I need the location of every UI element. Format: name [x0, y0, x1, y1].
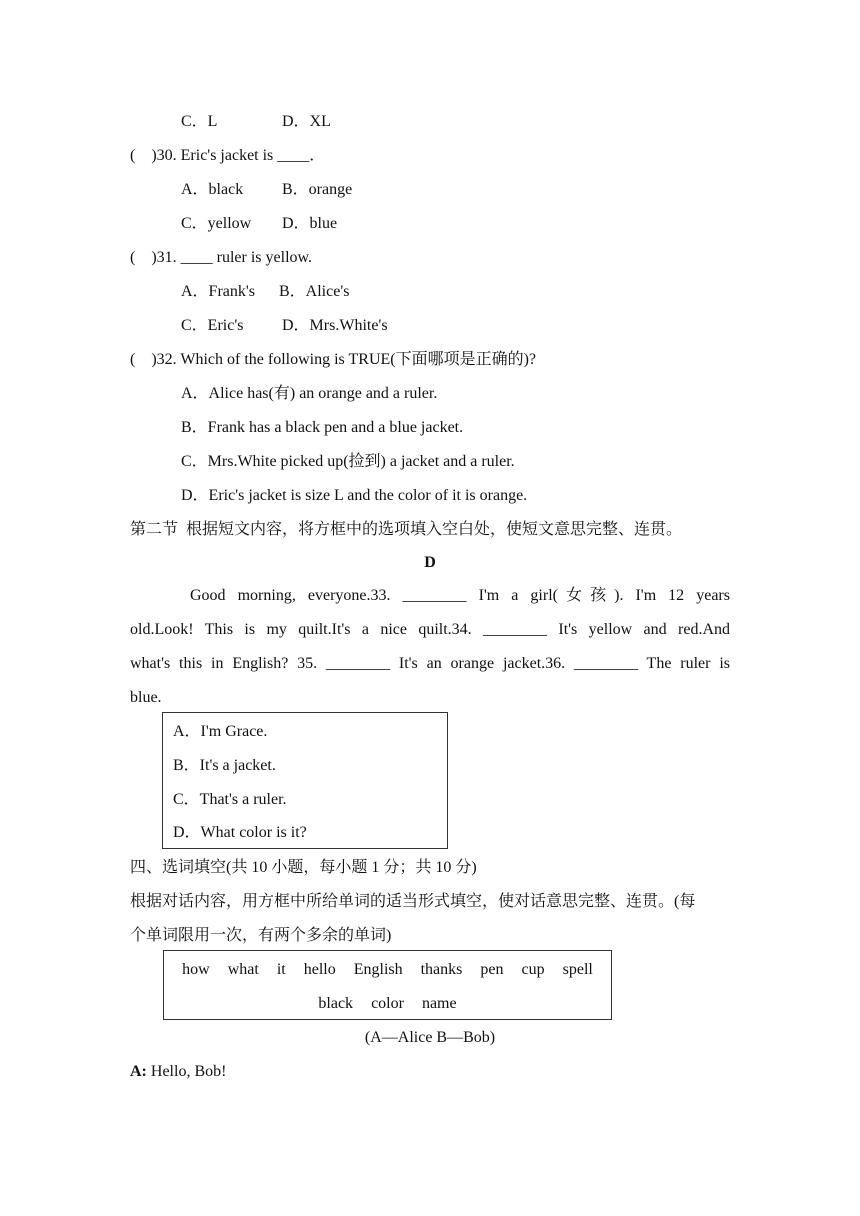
section4-instruction-2: 个单词限用一次，有两个多余的单词) [130, 927, 392, 944]
q30-option-d: D．blue [282, 215, 338, 232]
q30-option-b: B．orange [282, 181, 353, 198]
box-option-c: C．That's a ruler. [173, 791, 287, 808]
box-option-d: D．What color is it? [173, 824, 307, 841]
q31-option-a: A．Frank's [181, 283, 255, 300]
word-pen: pen [480, 961, 504, 978]
word-english: English [353, 961, 403, 978]
dialog-line-1 [130, 1062, 226, 1082]
word-bank-row-2 [164, 994, 611, 1014]
q32-option-d: D．Eric's jacket is size L and the color of it is orange. [181, 487, 528, 504]
q29-option-c: C．L [181, 113, 218, 130]
box-option-a: A．I'm Grace. [173, 723, 268, 740]
word-color: color [371, 995, 404, 1012]
word-black: black [318, 995, 354, 1012]
q32-option-b: B．Frank has a black pen and a blue jacket. [181, 419, 464, 436]
word-it: it [276, 961, 286, 978]
word-spell: spell [562, 961, 593, 978]
options-box [162, 712, 448, 849]
box-option-b: B．It's a jacket. [173, 757, 276, 774]
speaker-a: A: [130, 1063, 147, 1080]
q31-option-d: D．Mrs.White's [282, 317, 388, 334]
q29-option-d: D．XL [282, 113, 331, 130]
q31-option-c: C．Eric's [181, 317, 244, 334]
word-how: how [182, 961, 210, 978]
passage-line-2: old.Look! This is my quilt.It's a nice quilt.34. ________ It's yellow and red.And [130, 621, 730, 638]
word-thanks: thanks [420, 961, 463, 978]
word-hello: hello [303, 961, 336, 978]
word-bank-box [163, 950, 612, 1020]
passage-line-1: Good morning, everyone.33. ________ I'm a girl(女孩). I'm 12 years [190, 587, 730, 604]
word-bank-row-1 [164, 960, 611, 980]
section2-heading: 第二节 根据短文内容，将方框中的选项填入空白处，使短文意思完整、连贯。 [130, 521, 683, 538]
q31-option-b: B．Alice's [279, 283, 350, 300]
passage-line-4: blue. [130, 689, 162, 706]
word-name: name [421, 995, 457, 1012]
q30-option-c: C．yellow [181, 215, 252, 232]
dialog-text: Hello, Bob! [146, 1063, 227, 1080]
section4-instruction-1: 根据对话内容，用方框中所给单词的适当形式填空，使对话意思完整、连贯。(每 [130, 893, 696, 910]
passage-label: D [424, 554, 436, 571]
word-cup: cup [521, 961, 545, 978]
dialog-roles: (A—Alice B—Bob) [364, 1029, 496, 1046]
q32-option-c: C．Mrs.White picked up(捡到) a jacket and a ruler. [181, 453, 515, 470]
q31-stem: ( )31. ____ ruler is yellow. [130, 249, 313, 266]
passage-line-3: what's this in English? 35. ________ It's an orange jacket.36. ________ The ruler is [130, 655, 730, 672]
q32-stem: ( )32. Which of the following is TRUE(下面哪项是正确的)? [130, 351, 537, 368]
word-what: what [227, 961, 259, 978]
q30-option-a: A．black [181, 181, 244, 198]
q30-stem: ( )30. Eric's jacket is ____． [130, 147, 326, 164]
q32-option-a: A．Alice has(有) an orange and a ruler. [181, 385, 438, 402]
section4-heading: 四、选词填空(共 10 小题，每小题 1 分；共 10 分) [130, 859, 477, 876]
